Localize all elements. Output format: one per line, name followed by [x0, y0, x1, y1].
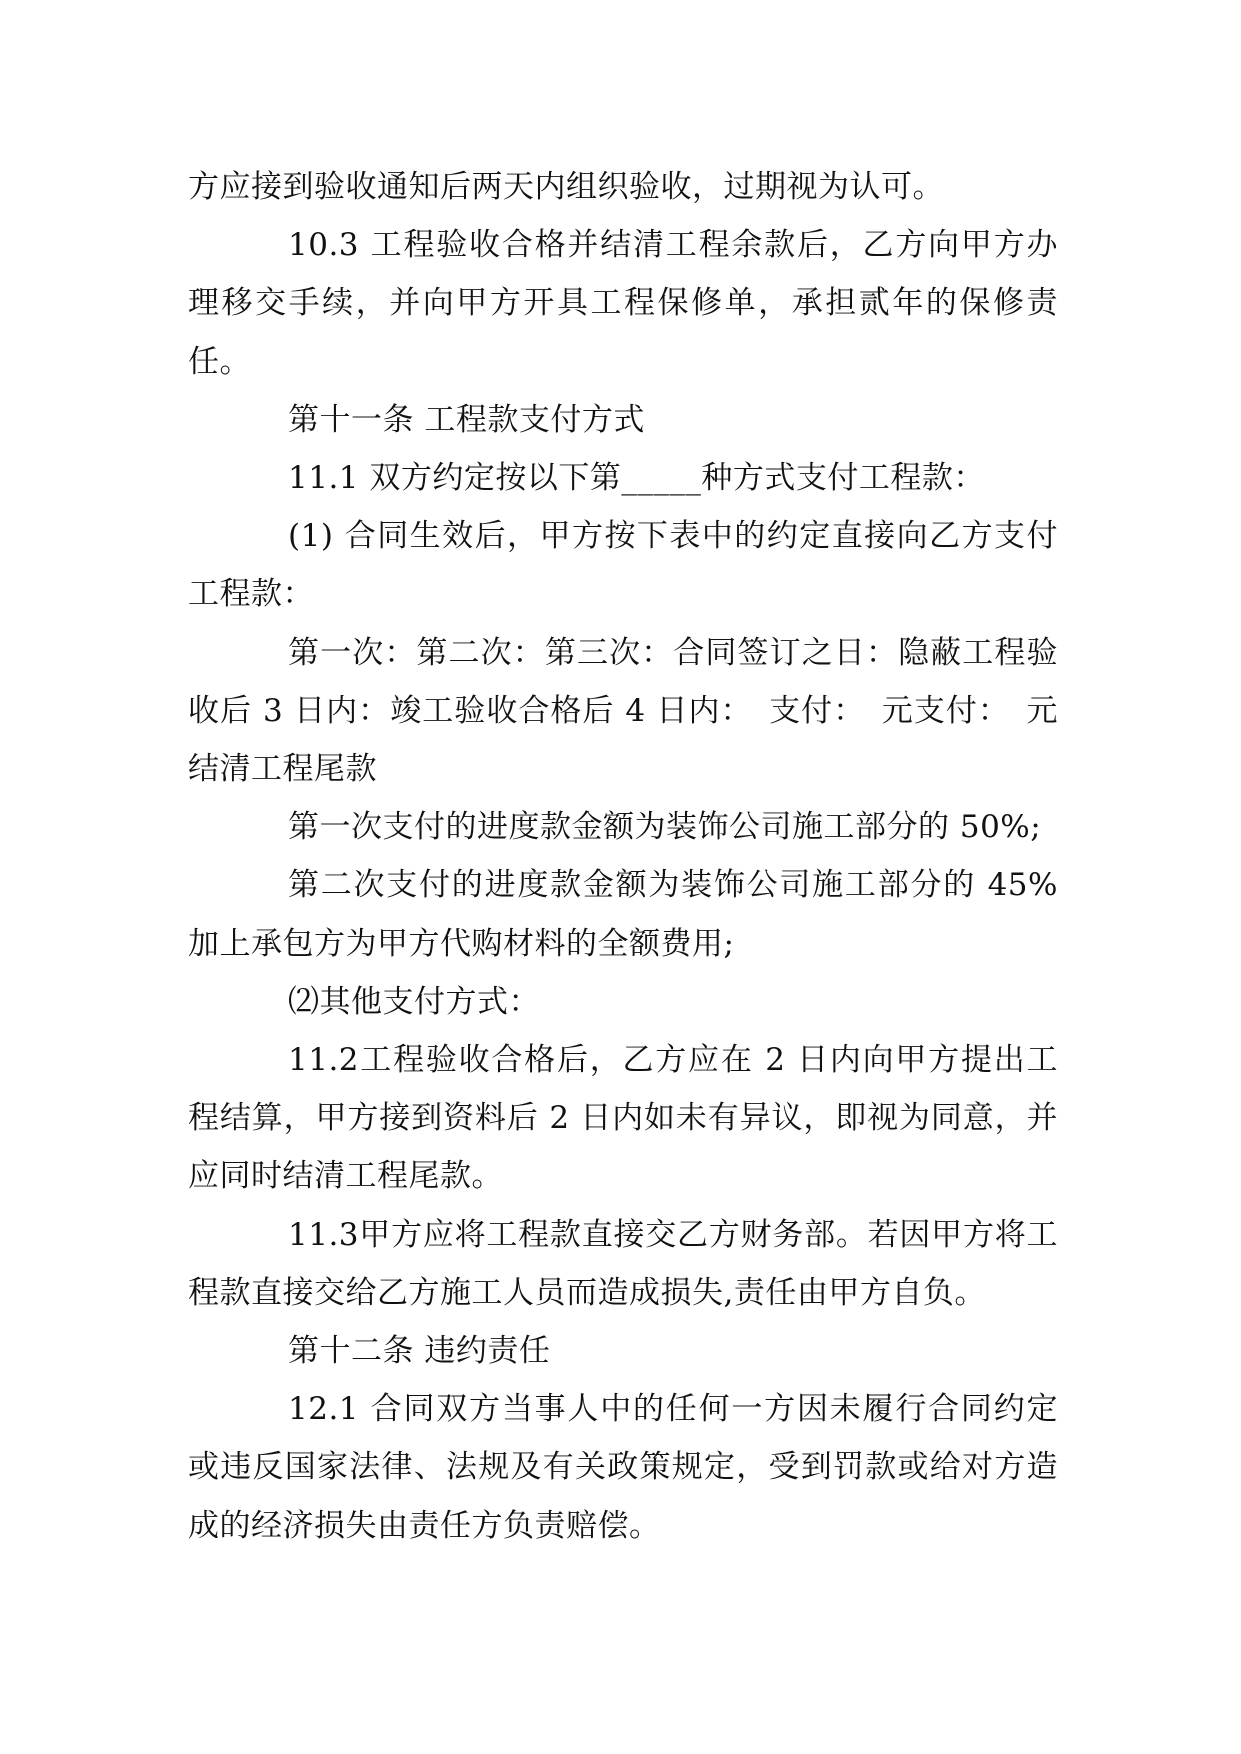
- article-12-heading: 第十二条 违约责任: [288, 1333, 551, 1370]
- paragraph-option-1: (1) 合同生效后，甲方按下表中的约定直接向乙方支付工程款：: [188, 518, 1058, 613]
- paragraph-11-2: 11.2工程验收合格后，乙方应在 2 日内向甲方提出工程结算，甲方接到资料后 2 日内如未有异议，即视为同意，并应同时结清工程尾款。: [188, 1042, 1058, 1195]
- paragraph-11-3: 11.3甲方应将工程款直接交乙方财务部。若因甲方将工程款直接交给乙方施工人员而造成损失,责任由甲方自负。: [188, 1216, 1058, 1311]
- paragraph-payment-schedule: 第一次：第二次：第三次：合同签订之日：隐蔽工程验收后 3 日内：竣工验收合格后 4 日内： 支付： 元支付： 元结清工程尾款: [188, 634, 1058, 788]
- paragraph-second-payment: 第二次支付的进度款金额为装饰公司施工部分的 45%加上承包方为甲方代购材料的全额费用;: [188, 867, 1058, 962]
- paragraph-12-1: 12.1 合同双方当事人中的任何一方因未履行合同约定或违反国家法律、法规及有关政策规定，受到罚款或给对方造成的经济损失由责任方负责赔偿。: [188, 1391, 1058, 1544]
- paragraph-option-2: ⑵其他支付方式：: [288, 983, 540, 1020]
- article-11-heading: 第十一条 工程款支付方式: [288, 401, 645, 438]
- document-body: [188, 158, 1058, 1555]
- paragraph-continuation: 方应接到验收通知后两天内组织验收，过期视为认可。: [188, 169, 944, 205]
- paragraph-10-3: 10.3 工程验收合格并结清工程余款后，乙方向甲方办理移交手续，并向甲方开具工程保修单，承担贰年的保修责任。: [188, 227, 1058, 380]
- paragraph-11-1: 11.1 双方约定按以下第_____种方式支付工程款：: [288, 460, 985, 497]
- paragraph-first-payment: 第一次支付的进度款金额为装饰公司施工部分的 50%;: [288, 809, 1042, 846]
